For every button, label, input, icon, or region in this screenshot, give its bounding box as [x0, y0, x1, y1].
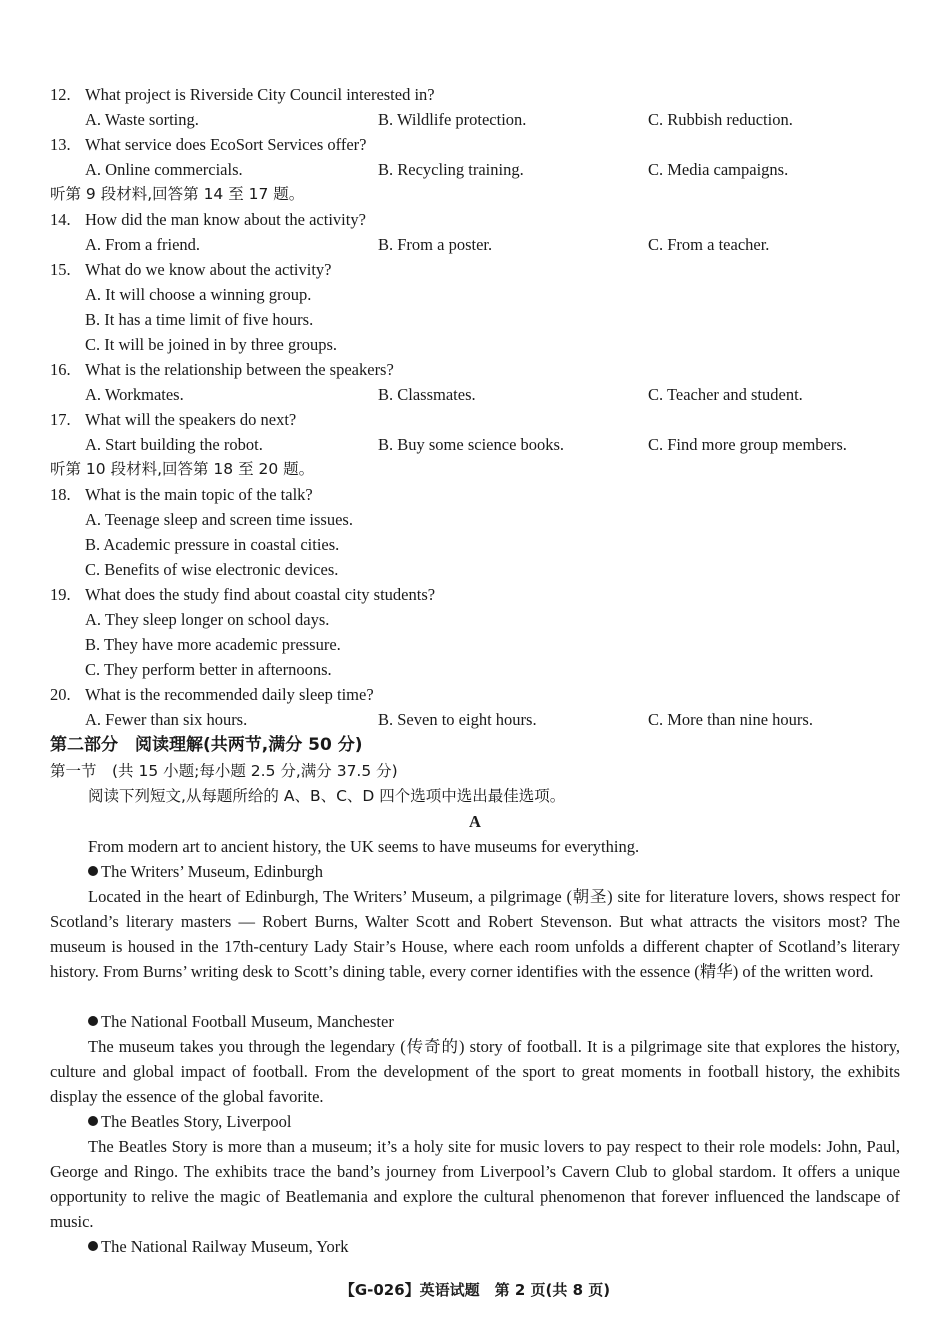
option-b: B. Academic pressure in coastal cities.: [85, 535, 340, 554]
option-c: C. Teacher and student.: [648, 385, 803, 404]
question-number: 14.: [50, 210, 71, 229]
question-20: [50, 682, 900, 707]
museum-heading-text: The National Football Museum, Manchester: [101, 1012, 394, 1031]
bullet-icon: [88, 1016, 98, 1026]
option-c: C. More than nine hours.: [648, 710, 813, 729]
museum-heading-railway: [88, 1234, 348, 1259]
museum-heading-football: [88, 1009, 394, 1034]
option-a: A. Teenage sleep and screen time issues.: [85, 510, 353, 529]
option-c: C. Find more group members.: [648, 435, 847, 454]
option-c: C. Benefits of wise electronic devices.: [85, 560, 339, 579]
question-stem: How did the man know about the activity?: [85, 210, 366, 229]
museum-text-writers: Located in the heart of Edinburgh, The Writers’ Museum, a pilgrimage (朝圣) site for literature lovers, shows respect for Scotland’s literary masters — Robert Burns, Walter Scott and Robert Stevenson. But what attracts the visitors most? The museum is housed in the 17th-century Lady Stair’s House, where each room unfolds a different chapter of Scotland’s literary history. From Burns’ writing desk to Scott’s dining table, every corner identifies with the essence (精华) of the written word.: [50, 887, 900, 981]
question-19: [50, 582, 900, 607]
museum-heading-text: The Writers’ Museum, Edinburgh: [101, 862, 324, 881]
reading-directions: 阅读下列短文,从每题所给的 A、B、C、D 四个选项中选出最佳选项。: [88, 787, 566, 805]
option-a: A. From a friend.: [85, 235, 201, 254]
question-13: [50, 132, 900, 157]
option-a: A. Fewer than six hours.: [85, 710, 248, 729]
question-12-options: [50, 107, 900, 132]
question-12: [50, 82, 900, 107]
bullet-icon: [88, 1241, 98, 1251]
passage-intro: From modern art to ancient history, the UK seems to have museums for everything.: [88, 837, 640, 856]
instruction-material-10: 听第 10 段材料,回答第 18 至 20 题。: [50, 460, 315, 478]
question-stem: What project is Riverside City Council interested in?: [85, 85, 435, 104]
question-stem: What does the study find about coastal city students?: [85, 585, 436, 604]
option-a: A. It will choose a winning group.: [85, 285, 312, 304]
option-b: B. Seven to eight hours.: [378, 710, 537, 729]
option-c: C. Media campaigns.: [648, 160, 789, 179]
option-a: A. Online commercials.: [85, 160, 243, 179]
question-16-options: [50, 382, 900, 407]
question-number: 17.: [50, 410, 71, 429]
option-b: B. It has a time limit of five hours.: [85, 310, 314, 329]
option-a: A. Workmates.: [85, 385, 184, 404]
passage-label: A: [469, 812, 481, 831]
option-b: B. Wildlife protection.: [378, 110, 527, 129]
bullet-icon: [88, 1116, 98, 1126]
option-b: B. Recycling training.: [378, 160, 524, 179]
question-stem: What is the main topic of the talk?: [85, 485, 313, 504]
question-stem: What will the speakers do next?: [85, 410, 297, 429]
section-one-title: 第一节 (共 15 小题;每小题 2.5 分,满分 37.5 分): [50, 762, 398, 780]
museum-heading-text: The National Railway Museum, York: [101, 1237, 349, 1256]
museum-heading-beatles: [88, 1109, 291, 1134]
museum-heading-writers: [88, 859, 323, 884]
instruction-material-9: 听第 9 段材料,回答第 14 至 17 题。: [50, 185, 305, 203]
option-b: B. They have more academic pressure.: [85, 635, 341, 654]
question-number: 16.: [50, 360, 71, 379]
question-stem: What service does EcoSort Services offer?: [85, 135, 367, 154]
question-stem: What do we know about the activity?: [85, 260, 332, 279]
question-stem: What is the recommended daily sleep time?: [85, 685, 374, 704]
option-c: C. From a teacher.: [648, 235, 770, 254]
page-footer: 【G-026】英语试题 第 2 页(共 8 页): [339, 1281, 611, 1297]
museum-text-football: The museum takes you through the legendary (传奇的) story of football. It is a pilgrimage site that explores the history, culture and global impact of football. From the development of the sport to great moments in football history, the exhibits display the essence of the global favorite.: [50, 1037, 900, 1106]
option-b: B. Classmates.: [378, 385, 476, 404]
bullet-icon: [88, 866, 98, 876]
question-number: 13.: [50, 135, 71, 154]
option-c: C. Rubbish reduction.: [648, 110, 793, 129]
question-14-options: [50, 232, 900, 257]
question-17-options: [50, 432, 900, 457]
question-number: 20.: [50, 685, 71, 704]
part-two-title: 第二部分 阅读理解(共两节,满分 50 分): [50, 735, 363, 755]
option-b: B. Buy some science books.: [378, 435, 565, 454]
option-c: C. They perform better in afternoons.: [85, 660, 332, 679]
option-a: A. Waste sorting.: [85, 110, 199, 129]
question-15: [50, 257, 900, 282]
question-number: 18.: [50, 485, 71, 504]
museum-text-beatles: The Beatles Story is more than a museum; it’s a holy site for music lovers to pay respect to their role models: John, Paul, George and Ringo. The exhibits trace the band’s journey from Liverpool’s Cavern Club to global stardom. It offers a unique opportunity to relive the magic of Beatlemania and explore the cultural phenomenon that forever influenced the landscape of music.: [50, 1137, 900, 1231]
option-b: B. From a poster.: [378, 235, 493, 254]
question-number: 19.: [50, 585, 71, 604]
question-16: [50, 357, 900, 382]
question-14: [50, 207, 900, 232]
question-number: 12.: [50, 85, 71, 104]
question-number: 15.: [50, 260, 71, 279]
question-17: [50, 407, 900, 432]
question-13-options: [50, 157, 900, 182]
question-20-options: [50, 707, 900, 732]
question-stem: What is the relationship between the speakers?: [85, 360, 394, 379]
option-a: A. Start building the robot.: [85, 435, 263, 454]
museum-heading-text: The Beatles Story, Liverpool: [101, 1112, 292, 1131]
option-a: A. They sleep longer on school days.: [85, 610, 330, 629]
question-18: [50, 482, 900, 507]
option-c: C. It will be joined in by three groups.: [85, 335, 338, 354]
